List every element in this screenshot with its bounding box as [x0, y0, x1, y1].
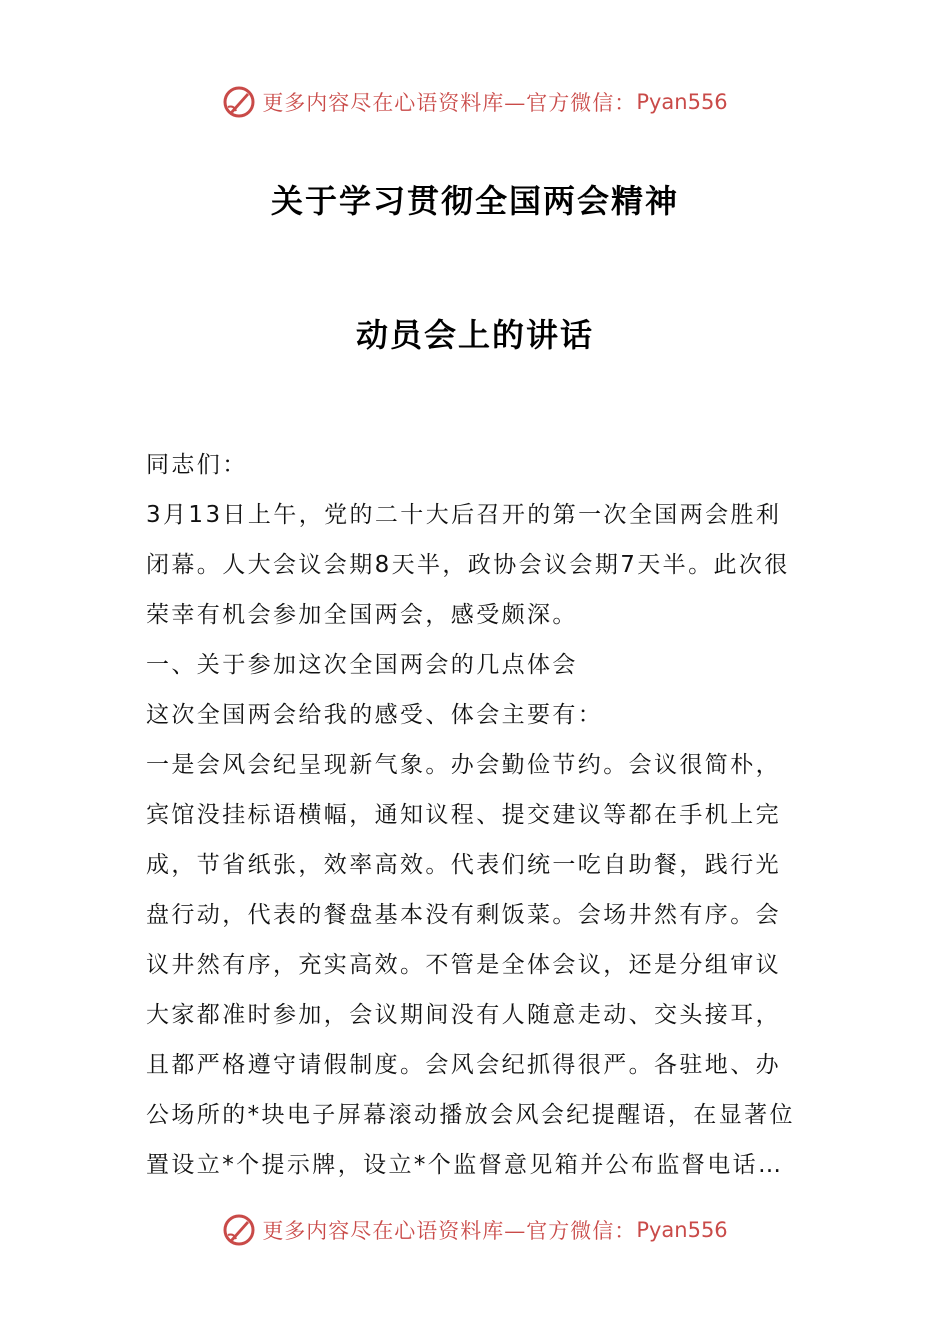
body-line: 宾馆没挂标语横幅，通知议程、提交建议等都在手机上完	[146, 802, 781, 828]
body-line: 置设立*个提示牌，设立*个监督意见箱并公布监督电话…	[146, 1152, 784, 1178]
body-line: 且都严格遵守请假制度。会风会纪抓得很严。各驻地、办	[146, 1052, 781, 1078]
body-line: 闭幕。人大会议会期8天半，政协会议会期7天半。此次很	[146, 552, 790, 578]
body-line: 一是会风会纪呈现新气象。办会勤俭节约。会议很简朴，	[146, 752, 781, 778]
watermark-text: 更多内容尽在心语资料库—官方微信：	[262, 91, 637, 115]
body-line: 盘行动，代表的餐盘基本没有剩饭菜。会场井然有序。会	[146, 902, 781, 928]
body-line: 这次全国两会给我的感受、体会主要有：	[146, 702, 604, 728]
document-body	[146, 440, 806, 1190]
body-line: 公场所的*块电子屏幕滚动播放会风会纪提醒语，在显著位	[146, 1102, 795, 1128]
quill-logo-icon	[222, 85, 256, 119]
body-line: 议井然有序，充实高效。不管是全体会议，还是分组审议	[146, 952, 781, 978]
document-title-line1: 关于学习贯彻全国两会精神	[270, 182, 679, 220]
body-line: 成，节省纸张，效率高效。代表们统一吃自助餐，践行光	[146, 852, 781, 878]
watermark-id: Pyan556	[636, 90, 728, 114]
body-line: 荣幸有机会参加全国两会，感受颇深。	[146, 602, 578, 628]
body-line: 大家都准时参加，会议期间没有人随意走动、交头接耳，	[146, 1002, 781, 1028]
watermark-footer	[0, 1210, 950, 1250]
body-line: 3月13日上午，党的二十大后召开的第一次全国两会胜利	[146, 502, 782, 528]
quill-logo-icon	[222, 1213, 256, 1247]
watermark-header	[0, 82, 950, 122]
section-heading: 一、关于参加这次全国两会的几点体会	[146, 652, 578, 678]
watermark-text: 更多内容尽在心语资料库—官方微信：	[262, 1219, 637, 1243]
document-title-line2: 动员会上的讲话	[355, 316, 594, 354]
body-line: 同志们：	[146, 452, 248, 478]
watermark-id: Pyan556	[636, 1218, 728, 1242]
